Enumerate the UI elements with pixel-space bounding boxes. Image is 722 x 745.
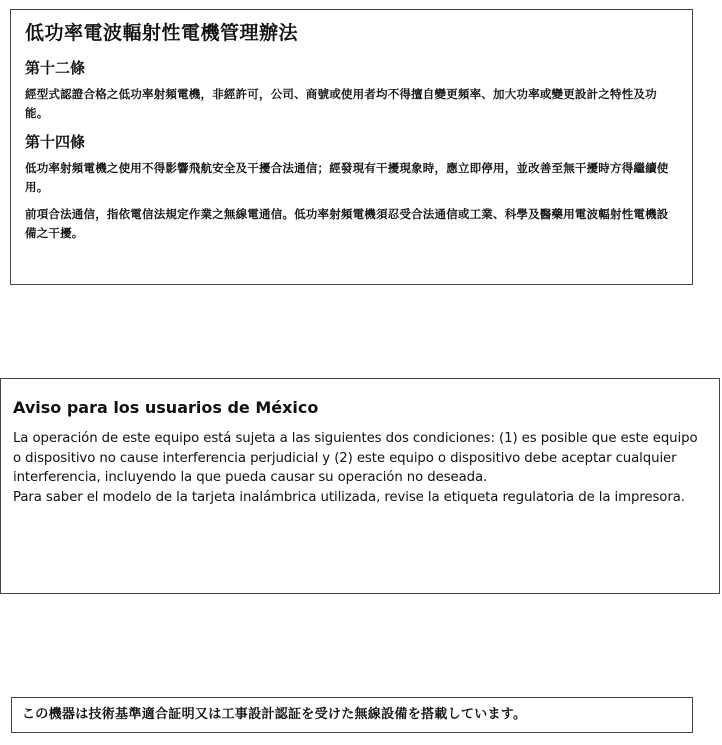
- article-12-heading: 第十二條: [25, 59, 86, 77]
- taiwan-notice-title: 低功率電波輻射性電機管理辦法: [25, 22, 299, 44]
- mexico-notice-title: Aviso para los usuarios de México: [13, 398, 319, 417]
- japan-notice-text: この機器は技術基準適合証明又は工事設計認証を受けた無線設備を搭載しています。: [22, 707, 527, 722]
- mexico-notice-paragraph-2: Para saber el modelo de la tarjeta inalámbrica utilizada, revise la etiqueta regulatoria de la impresora.: [13, 489, 685, 505]
- taiwan-notice-box: [10, 9, 693, 285]
- article-14-text-1: 低功率射頻電機之使用不得影響飛航安全及干擾合法通信；經發現有干擾現象時，應立即停用，並改善至無干擾時方得繼續使用。: [25, 161, 669, 194]
- mexico-notice-box: [0, 378, 720, 594]
- article-12-text: 經型式認證合格之低功率射頻電機，非經許可，公司、商號或使用者均不得擅自變更頻率、加大功率或變更設計之特性及功能。: [25, 87, 657, 120]
- mexico-notice-paragraph-1: La operación de este equipo está sujeta a las siguientes dos condiciones: (1) es posible que este equipo o dispositivo no cause interferencia perjudicial y (2) este equipo o dispositivo debe aceptar cualquier interferencia, incluyendo la que pueda causar su operación no deseada.: [13, 431, 698, 485]
- article-14-text-2: 前項合法通信，指依電信法規定作業之無線電通信。低功率射頻電機須忍受合法通信或工業、科學及醫藥用電波輻射性電機設備之干擾。: [25, 207, 669, 240]
- article-14-heading: 第十四條: [25, 133, 86, 151]
- japan-notice-box: [11, 697, 693, 733]
